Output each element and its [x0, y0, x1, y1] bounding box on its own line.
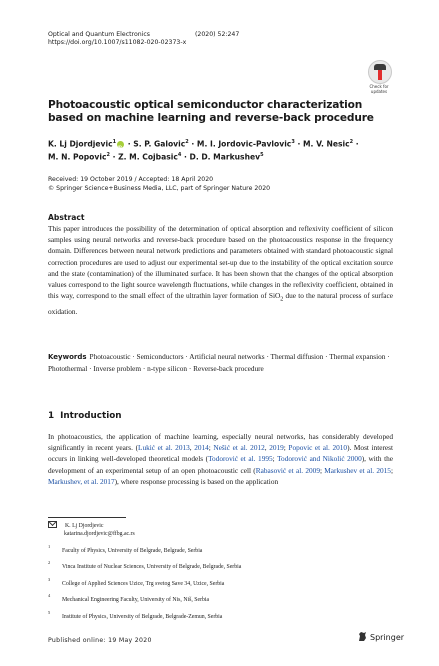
corresponding-email[interactable]: katarina.djordjevic@ffbg.ac.rs	[64, 531, 135, 537]
affiliation-text: College of Applied Sciences Uzice, Trg svetog Save 34, Uzice, Serbia	[62, 580, 225, 587]
corresponding-author: K. Lj Djordjevic	[65, 523, 104, 529]
author-list	[48, 137, 393, 163]
intro-text: In photoacoustics, the application of machine learning, especially neural networks, has considerably developed significantly in recent years. (	[48, 432, 393, 453]
journal-header	[48, 31, 239, 48]
author-name[interactable]: M. N. Popovic	[48, 152, 107, 162]
received-accepted: Received: 19 October 2019 / Accepted: 18 April 2020	[48, 176, 214, 183]
paper-title: Photoacoustic optical semiconductor characterization based on machine learning and reverse-back procedure	[48, 99, 374, 124]
springer-logo	[358, 631, 404, 642]
citation-link[interactable]: 2019	[269, 443, 284, 453]
author-affil-sup: 5	[260, 152, 264, 159]
citation-link[interactable]: Todorović and Nikolić 2000	[277, 454, 362, 464]
publisher-name: Springer	[370, 633, 405, 642]
affiliation-number: 3	[48, 576, 51, 582]
citation-link[interactable]: Markushev, et al. 2017	[48, 476, 115, 486]
author-name[interactable]: Z. M. Cojbasic	[118, 152, 178, 162]
author-separator: ·	[355, 139, 359, 149]
author-affil-sup: 2	[349, 139, 354, 145]
journal-name: Optical and Quantum Electronics	[48, 31, 150, 38]
author-affil-sup: 3	[291, 139, 295, 145]
copyright-line: © Springer Science+Business Media, LLC, part of Springer Nature 2020	[48, 185, 271, 192]
author-name[interactable]: M. I. Jordovic-Pavlovic	[196, 139, 292, 149]
affiliation-item	[48, 562, 393, 578]
affiliation-text: Faculty of Physics, University of Belgrade, Belgrade, Serbia	[62, 548, 203, 554]
envelope-icon	[48, 521, 57, 528]
citation-link[interactable]: Popovic et al. 2010	[288, 443, 348, 453]
author-name[interactable]: M. V. Nesic	[302, 139, 350, 149]
citation-link[interactable]: Nešić et al. 2012	[213, 443, 265, 453]
affiliation-text: Institute of Physics, University of Belgrade, Belgrade-Zemun, Serbia	[62, 613, 223, 620]
intro-text: ,	[189, 443, 195, 453]
affiliation-item	[48, 595, 393, 611]
abstract-text	[48, 223, 393, 317]
keywords-label: Keywords	[48, 353, 87, 361]
orcid-icon[interactable]	[117, 141, 124, 148]
author-affil-sup: 2	[185, 139, 189, 145]
author-affil-sup: 1	[112, 139, 117, 145]
footnote-divider	[48, 517, 126, 518]
author-separator: ·	[297, 139, 303, 149]
affiliation-number: 5	[48, 609, 51, 615]
affiliation-text: Mechanical Engineering Faculty, University of Nis, Niš, Serbia	[62, 597, 210, 604]
citation-link[interactable]: Markushev et al. 2015	[324, 465, 391, 475]
section-heading	[48, 411, 122, 421]
author-separator: ·	[112, 152, 119, 162]
publication-dates	[48, 175, 270, 193]
intro-text: ;	[390, 465, 393, 475]
affiliation-number: 2	[48, 560, 51, 566]
affiliation-number: 1	[48, 544, 51, 549]
author-separator: ·	[127, 139, 134, 149]
citation-link[interactable]: Rabasović et al. 2009	[255, 465, 320, 475]
abstract-subscript: 2	[280, 296, 284, 303]
affiliation-number: 4	[48, 593, 51, 599]
intro-text: ), with the development of an experimental setup of an open photoacoustic cell (	[48, 454, 393, 475]
abstract-text-part: due to the natural process of surface oxidation.	[48, 291, 393, 316]
author-separator: ·	[183, 152, 190, 162]
section-title: Introduction	[60, 411, 122, 421]
author-name[interactable]: S. P. Galovic	[133, 139, 186, 149]
affiliation-item	[48, 609, 393, 628]
crossmark-icon	[368, 60, 392, 84]
author-affil-sup: 2	[106, 152, 110, 159]
intro-text: ;	[208, 443, 214, 453]
affiliation-text: Vinca Institute of Nuclear Sciences, University of Belgrade, Belgrade, Serbia	[62, 564, 242, 571]
springer-horse-icon	[358, 631, 367, 642]
intro-text: ;	[272, 454, 278, 464]
author-separator: ·	[191, 139, 197, 149]
keywords-list: Photoacoustic · Semiconductors · Artificial neural networks · Thermal diffusion · Thermal expansion · Photothermal · Inverse problem · n-type silicon · Reverse-back procedure	[48, 352, 390, 374]
affiliation-item	[48, 546, 393, 562]
intro-text: ,	[264, 443, 270, 453]
section-number: 1	[48, 411, 55, 421]
intro-text: ), where response processing is based on the application	[114, 476, 279, 486]
citation-link[interactable]: 2014	[194, 443, 209, 453]
journal-volume: (2020) 52:247	[194, 31, 240, 38]
abstract-text-part: This paper introduces the possibility of the determination of optical absorption and reflexivity coefficient of silicon samples using neural networks and reverse-back procedure based on the photoacoustics response in the frequency domain. Differences between neural network predictions and parameters obtained with standard photoacoustic signal correction procedures are used to adjust our experimental set-up due to the instability of the optical excitation source and the state (contamination) of the illuminated surface. It has been shown that the changes of the optical absorption values correspond to the light source wavelength fluctuations, while changes in the reflexivity coefficient, obtained in this way, correspond to the small effect of the ultrathin layer formation of SiO	[48, 224, 393, 301]
author-affil-sup: 4	[177, 152, 182, 159]
crossmark-label-2: updates	[370, 88, 388, 94]
keywords	[48, 351, 393, 374]
intro-text: ). Most interest occurs in linking well-developed theoretical models (	[48, 443, 394, 464]
check-for-updates-badge[interactable]	[366, 60, 392, 92]
doi-link[interactable]: https://doi.org/10.1007/s11082-020-02373-x	[48, 39, 187, 47]
author-name[interactable]: D. D. Markushev	[189, 152, 261, 162]
author-name[interactable]: K. Lj Djordjevic	[48, 139, 113, 149]
published-online: Published online: 19 May 2020	[48, 637, 152, 644]
crossmark-label-1: Check for	[369, 84, 389, 89]
affiliation-item	[48, 576, 393, 595]
intro-text: ;	[283, 443, 289, 453]
affiliations	[48, 546, 393, 628]
introduction-paragraph	[48, 431, 393, 487]
intro-text: ;	[319, 465, 325, 475]
abstract-heading: Abstract	[48, 213, 85, 222]
correspondence	[48, 521, 135, 538]
citation-link[interactable]: Lukić et al. 2013	[138, 443, 190, 453]
citation-link[interactable]: Todorović et al. 1995	[208, 454, 273, 464]
